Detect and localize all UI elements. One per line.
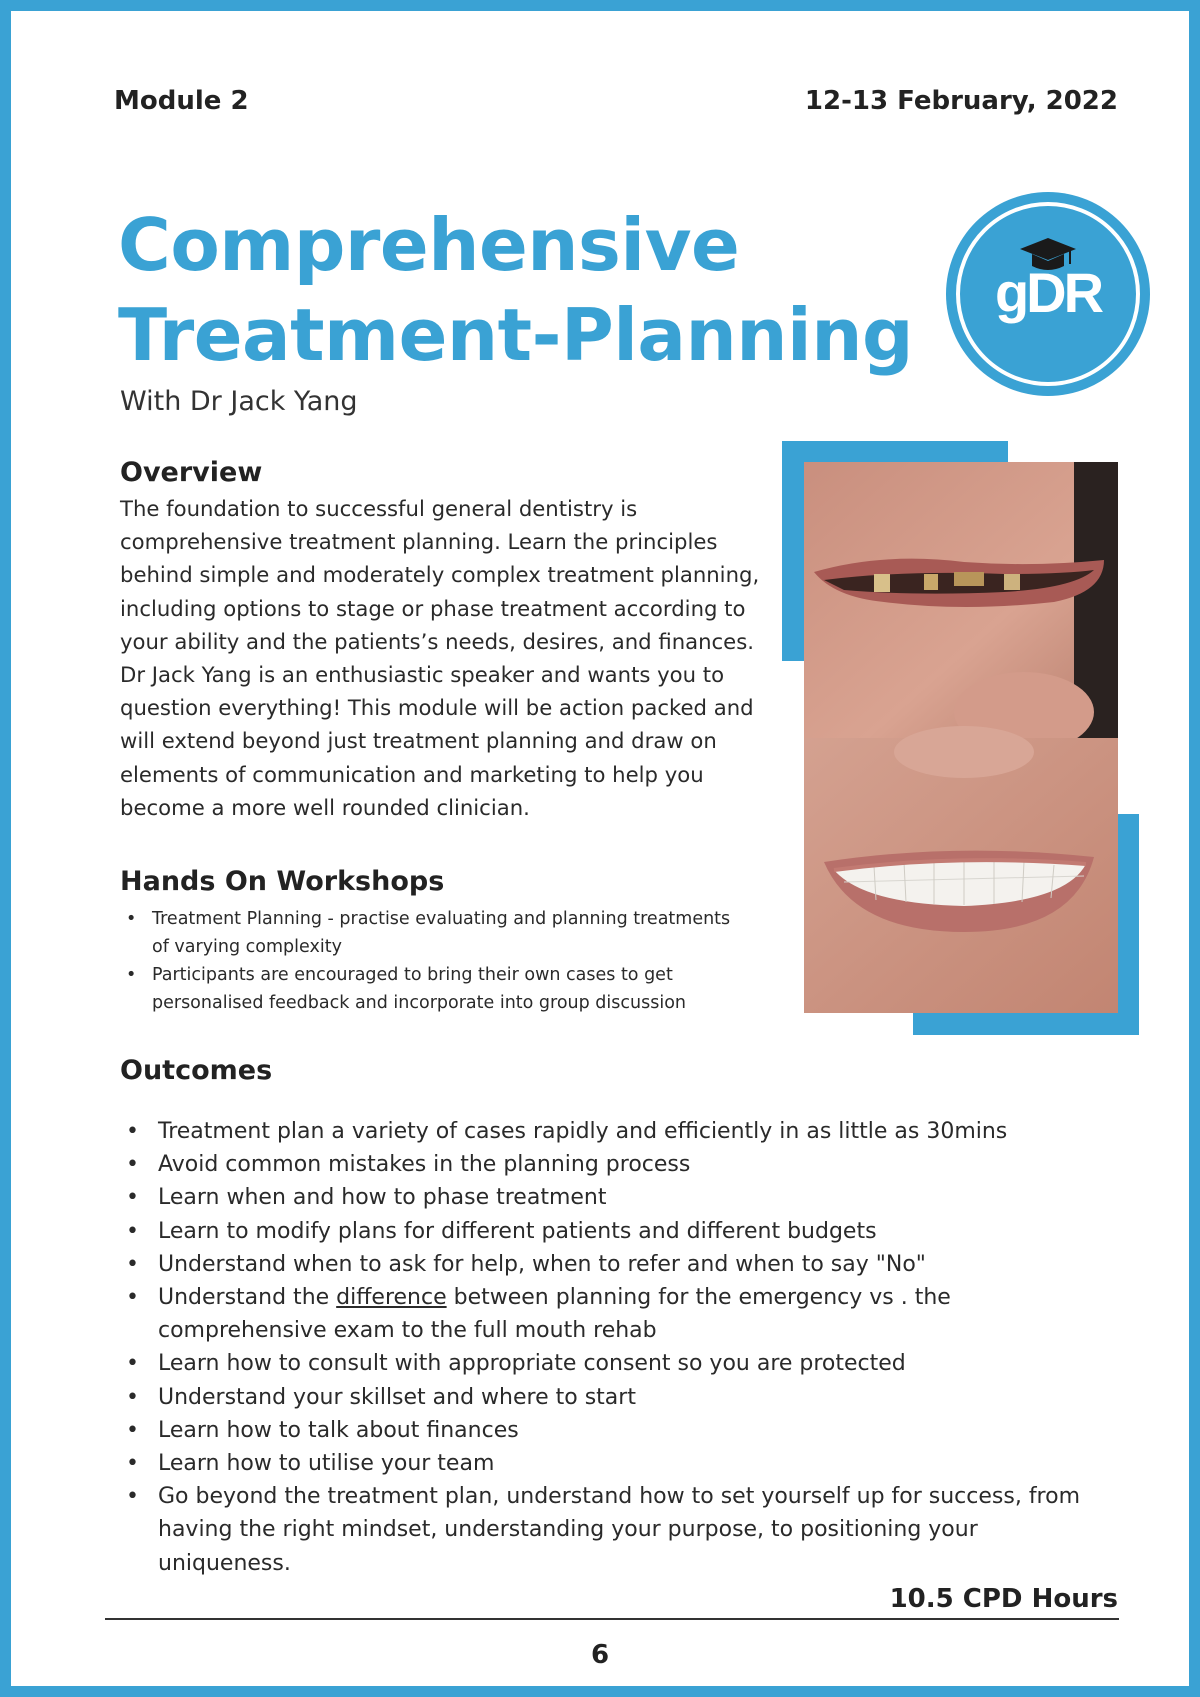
underlined-word: difference [336, 1285, 447, 1311]
list-item: • Treatment Planning - practise evaluating and planning treatments of varying complexity [120, 905, 740, 961]
list-item: • Participants are encouraged to bring their own cases to get personalised feedback and incorporate into group discussion [120, 961, 740, 1017]
page-title [118, 200, 913, 380]
presenter-subtitle: With Dr Jack Yang [120, 386, 358, 417]
list-item: • Learn how to utilise your team [120, 1447, 1080, 1480]
overview-heading: Overview [120, 457, 263, 488]
module-label: Module 2 [114, 86, 249, 116]
gdr-logo [946, 192, 1150, 396]
outcomes-heading: Outcomes [120, 1055, 273, 1086]
before-after-image [804, 462, 1118, 1013]
outcomes-list [120, 1115, 1080, 1580]
workshops-heading: Hands On Workshops [120, 866, 445, 897]
date-label: 12-13 February, 2022 [804, 86, 1118, 116]
footer-divider [105, 1618, 1119, 1620]
list-item: • Go beyond the treatment plan, understand how to set yourself up for success, from having the right mindset, understanding your purpose, to positioning your uniqueness. [120, 1480, 1080, 1580]
workshops-list [120, 905, 740, 1017]
title-line-1: Comprehensive [118, 203, 740, 287]
list-item: • Learn to modify plans for different patients and different budgets [120, 1215, 1080, 1248]
list-item: • Understand your skillset and where to start [120, 1381, 1080, 1414]
list-item [120, 1281, 1080, 1347]
list-item: • Understand when to ask for help, when to refer and when to say "No" [120, 1248, 1080, 1281]
list-item-text: between planning for the emergency vs . the comprehensive exam to the full mouth rehab [158, 1285, 951, 1344]
page-number: 6 [590, 1640, 610, 1670]
list-item: • Learn how to talk about finances [120, 1414, 1080, 1447]
list-item: • Avoid common mistakes in the planning process [120, 1148, 1080, 1181]
before-after-photo [804, 462, 1118, 1013]
overview-paragraph: The foundation to successful general dentistry is comprehensive treatment planning. Learn the principles behind simple and moderately complex treatment planning, including options to stage or phase treatment according to your ability and the patients’s needs, desires, and finances. Dr Jack Yang is an enthusiastic speaker and wants you to question everything! This module will be action packed and will extend beyond just treatment planning and draw on elements of communication and marketing to help you become a more well rounded clinician. [120, 496, 760, 820]
title-line-2: Treatment-Planning [118, 293, 913, 377]
list-item: • Learn when and how to phase treatment [120, 1181, 1080, 1214]
list-item: • Learn how to consult with appropriate consent so you are protected [120, 1347, 1080, 1380]
list-item: • Treatment plan a variety of cases rapidly and efficiently in as little as 30mins [120, 1115, 1080, 1148]
list-item-text: Understand the [158, 1285, 337, 1311]
cpd-hours: 10.5 CPD Hours [889, 1584, 1118, 1614]
logo-text: gDR [994, 261, 1102, 324]
